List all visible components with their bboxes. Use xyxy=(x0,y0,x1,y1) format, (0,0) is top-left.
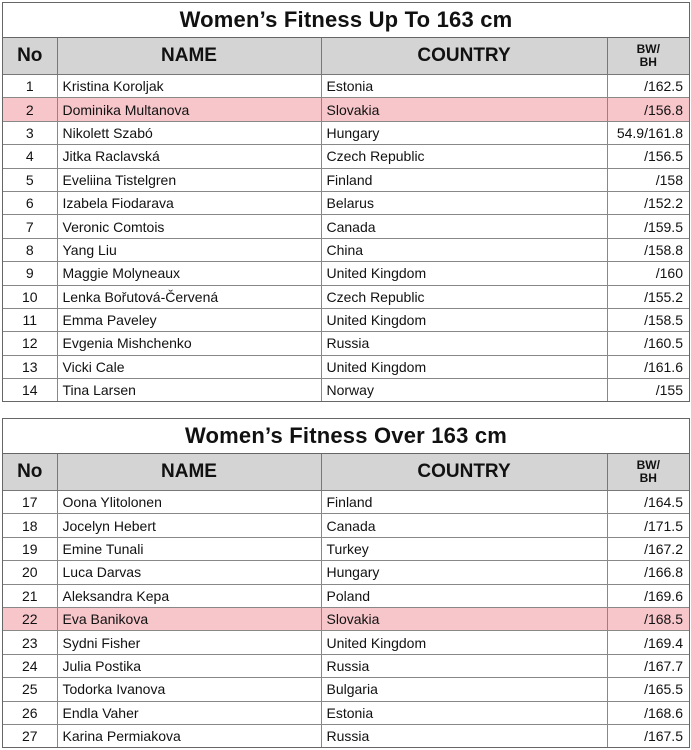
row-number: 17 xyxy=(3,491,57,514)
athlete-name: Evgenia Mishchenko xyxy=(57,332,321,355)
table-title: Women’s Fitness Over 163 cm xyxy=(3,419,689,454)
athlete-name: Endla Vaher xyxy=(57,701,321,724)
bw-bh-value: /171.5 xyxy=(607,514,689,537)
header-no: No xyxy=(3,38,57,75)
table-row xyxy=(3,607,689,630)
athlete-country: Belarus xyxy=(321,191,607,214)
athlete-name: Maggie Molyneaux xyxy=(57,262,321,285)
athlete-country: Poland xyxy=(321,584,607,607)
header-bw: BW/ xyxy=(636,458,660,472)
table-row xyxy=(3,724,689,747)
athlete-name: Jocelyn Hebert xyxy=(57,514,321,537)
table-row xyxy=(3,285,689,308)
results-table xyxy=(3,38,689,401)
row-number: 26 xyxy=(3,701,57,724)
athlete-name: Eveliina Tistelgren xyxy=(57,168,321,191)
row-number: 3 xyxy=(3,121,57,144)
athlete-name: Oona Ylitolonen xyxy=(57,491,321,514)
table-row xyxy=(3,121,689,144)
table-row xyxy=(3,215,689,238)
table-row xyxy=(3,678,689,701)
athlete-name: Emma Paveley xyxy=(57,308,321,331)
table-row xyxy=(3,537,689,560)
athlete-country: Russia xyxy=(321,332,607,355)
athlete-country: Canada xyxy=(321,514,607,537)
row-number: 18 xyxy=(3,514,57,537)
athlete-country: Canada xyxy=(321,215,607,238)
bw-bh-value: /168.5 xyxy=(607,607,689,630)
athlete-country: Estonia xyxy=(321,75,607,98)
header-name: NAME xyxy=(57,38,321,75)
athlete-name: Aleksandra Kepa xyxy=(57,584,321,607)
row-number: 12 xyxy=(3,332,57,355)
table-row xyxy=(3,379,689,402)
athlete-country: Hungary xyxy=(321,121,607,144)
table-row xyxy=(3,168,689,191)
athlete-country: Czech Republic xyxy=(321,285,607,308)
table-row xyxy=(3,701,689,724)
row-number: 25 xyxy=(3,678,57,701)
athlete-country: United Kingdom xyxy=(321,262,607,285)
athlete-name: Yang Liu xyxy=(57,238,321,261)
header-bw: BW/ xyxy=(636,42,660,56)
table-body xyxy=(3,491,689,748)
row-number: 13 xyxy=(3,355,57,378)
bw-bh-value: /161.6 xyxy=(607,355,689,378)
table-row xyxy=(3,561,689,584)
athlete-country: Norway xyxy=(321,379,607,402)
athlete-name: Veronic Comtois xyxy=(57,215,321,238)
athlete-name: Julia Postika xyxy=(57,654,321,677)
bw-bh-value: /169.6 xyxy=(607,584,689,607)
bw-bh-value: /158.8 xyxy=(607,238,689,261)
header-no: No xyxy=(3,454,57,491)
header-country: COUNTRY xyxy=(321,454,607,491)
row-number: 27 xyxy=(3,724,57,747)
bw-bh-value: /167.7 xyxy=(607,654,689,677)
header-row xyxy=(3,454,689,491)
bw-bh-value: /155 xyxy=(607,379,689,402)
header-row xyxy=(3,38,689,75)
athlete-name: Todorka Ivanova xyxy=(57,678,321,701)
results-table-over-163 xyxy=(2,418,690,748)
athlete-name: Vicki Cale xyxy=(57,355,321,378)
row-number: 5 xyxy=(3,168,57,191)
athlete-name: Tina Larsen xyxy=(57,379,321,402)
bw-bh-value: /156.8 xyxy=(607,98,689,121)
athlete-country: Turkey xyxy=(321,537,607,560)
table-row xyxy=(3,491,689,514)
athlete-name: Karina Permiakova xyxy=(57,724,321,747)
table-title: Women’s Fitness Up To 163 cm xyxy=(3,3,689,38)
bw-bh-value: /166.8 xyxy=(607,561,689,584)
bw-bh-value: /164.5 xyxy=(607,491,689,514)
athlete-country: Slovakia xyxy=(321,98,607,121)
table-row xyxy=(3,262,689,285)
table-row xyxy=(3,514,689,537)
bw-bh-value: /162.5 xyxy=(607,75,689,98)
bw-bh-value: /168.6 xyxy=(607,701,689,724)
bw-bh-value: /169.4 xyxy=(607,631,689,654)
athlete-country: Slovakia xyxy=(321,607,607,630)
athlete-country: Russia xyxy=(321,654,607,677)
row-number: 21 xyxy=(3,584,57,607)
athlete-country: Russia xyxy=(321,724,607,747)
table-row xyxy=(3,98,689,121)
table-row xyxy=(3,238,689,261)
table-row xyxy=(3,654,689,677)
bw-bh-value: /152.2 xyxy=(607,191,689,214)
bw-bh-value: /155.2 xyxy=(607,285,689,308)
bw-bh-value: /167.5 xyxy=(607,724,689,747)
results-table-up-to-163 xyxy=(2,2,690,402)
header-country: COUNTRY xyxy=(321,38,607,75)
bw-bh-value: /158.5 xyxy=(607,308,689,331)
athlete-name: Nikolett Szabó xyxy=(57,121,321,144)
athlete-name: Sydni Fisher xyxy=(57,631,321,654)
athlete-name: Eva Banikova xyxy=(57,607,321,630)
table-row xyxy=(3,584,689,607)
table-row xyxy=(3,145,689,168)
table-body xyxy=(3,75,689,402)
row-number: 7 xyxy=(3,215,57,238)
row-number: 19 xyxy=(3,537,57,560)
bw-bh-value: /167.2 xyxy=(607,537,689,560)
header-bw-bh xyxy=(607,454,689,491)
row-number: 14 xyxy=(3,379,57,402)
bw-bh-value: /165.5 xyxy=(607,678,689,701)
row-number: 11 xyxy=(3,308,57,331)
header-bw-bh xyxy=(607,38,689,75)
athlete-name: Lenka Bořutová-Červená xyxy=(57,285,321,308)
bw-bh-value: /160 xyxy=(607,262,689,285)
results-table xyxy=(3,454,689,747)
row-number: 23 xyxy=(3,631,57,654)
bw-bh-value: /156.5 xyxy=(607,145,689,168)
row-number: 9 xyxy=(3,262,57,285)
athlete-name: Jitka Raclavská xyxy=(57,145,321,168)
row-number: 4 xyxy=(3,145,57,168)
athlete-name: Emine Tunali xyxy=(57,537,321,560)
athlete-country: United Kingdom xyxy=(321,631,607,654)
athlete-name: Dominika Multanova xyxy=(57,98,321,121)
row-number: 20 xyxy=(3,561,57,584)
header-bh: BH xyxy=(639,471,657,485)
table-row xyxy=(3,631,689,654)
header-bh: BH xyxy=(639,55,657,69)
bw-bh-value: 54.9/161.8 xyxy=(607,121,689,144)
bw-bh-value: /158 xyxy=(607,168,689,191)
athlete-name: Luca Darvas xyxy=(57,561,321,584)
row-number: 2 xyxy=(3,98,57,121)
table-row xyxy=(3,355,689,378)
athlete-country: Estonia xyxy=(321,701,607,724)
athlete-country: United Kingdom xyxy=(321,308,607,331)
row-number: 24 xyxy=(3,654,57,677)
row-number: 6 xyxy=(3,191,57,214)
header-name: NAME xyxy=(57,454,321,491)
row-number: 1 xyxy=(3,75,57,98)
athlete-country: Czech Republic xyxy=(321,145,607,168)
athlete-country: Hungary xyxy=(321,561,607,584)
athlete-name: Izabela Fiodarava xyxy=(57,191,321,214)
athlete-country: United Kingdom xyxy=(321,355,607,378)
table-row xyxy=(3,308,689,331)
athlete-country: Bulgaria xyxy=(321,678,607,701)
athlete-name: Kristina Koroljak xyxy=(57,75,321,98)
table-row xyxy=(3,191,689,214)
table-row xyxy=(3,332,689,355)
row-number: 10 xyxy=(3,285,57,308)
table-row xyxy=(3,75,689,98)
bw-bh-value: /159.5 xyxy=(607,215,689,238)
row-number: 22 xyxy=(3,607,57,630)
bw-bh-value: /160.5 xyxy=(607,332,689,355)
athlete-country: China xyxy=(321,238,607,261)
athlete-country: Finland xyxy=(321,168,607,191)
row-number: 8 xyxy=(3,238,57,261)
athlete-country: Finland xyxy=(321,491,607,514)
